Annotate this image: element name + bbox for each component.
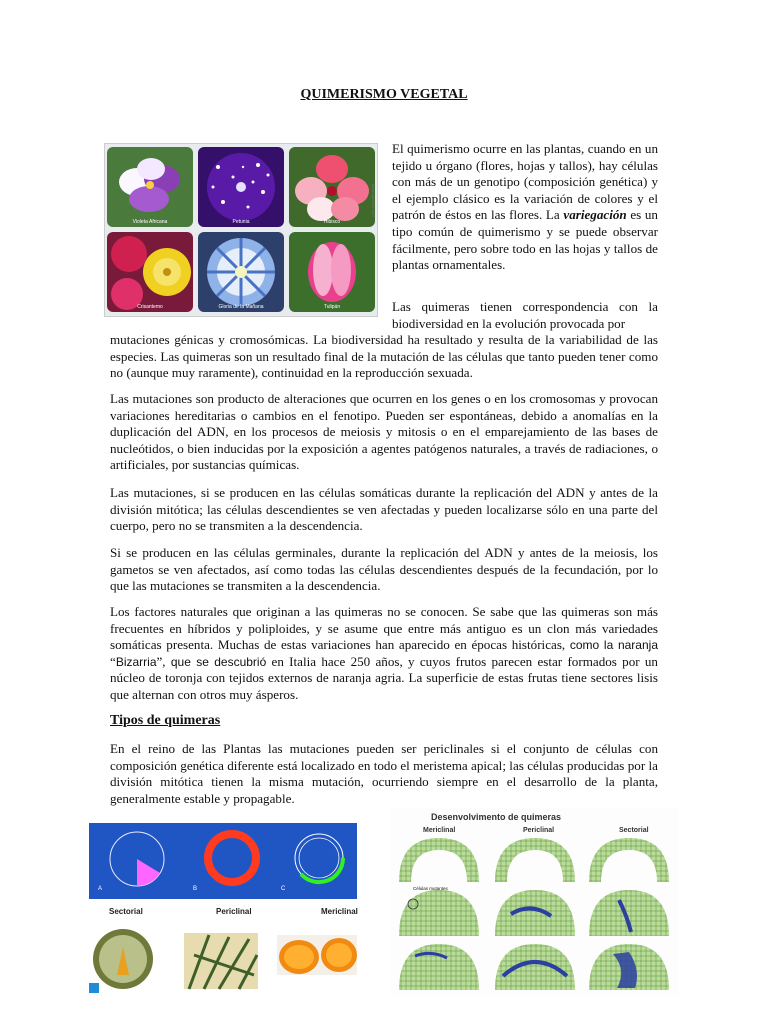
meristem-grid [391, 836, 679, 996]
flower-caption: Hibisco [323, 219, 341, 225]
flower-caption: Gloria de la Mañana [218, 304, 264, 310]
label-sectorial: Sectorial [109, 907, 143, 916]
chrysanthemum-flower-image [107, 232, 193, 312]
mutations-paragraph: Las mutaciones son producto de alteraciones que ocurren en los genes o en los cromosomas y provocan variaciones hereditarias o cambios en el fenotipo. Pueden ser espontáneas, debido a anomalías en la duplicación del ADN, en los procesos de meiosis y mitosis o en el emparejamiento de las bases de nucleótidos, o bien inducidas por la exposición a agentes patógenos naturales, a través de radiaciones, o artificiales, por sustancias químicas. [110, 391, 658, 473]
document-title: QUIMERISMO VEGETAL [300, 87, 468, 102]
germinal-paragraph: Si se producen en las células germinales, durante la replicación del ADN y antes de la meiosis, los gametos se ven afectados, así como todas las células descendientes después de la fecundación, por lo que las mutaciones se transmiten a la descendencia. [110, 545, 658, 594]
morning-glory-flower-image [198, 232, 284, 312]
image-credit: www.agrarios.com [371, 184, 376, 217]
natural-factors-paragraph: Los factores naturales que originan a las quimeras no se conocen. Se sabe que las quimeras son más frecuentes en híbridos y poliploides, y se asume que entre más antiguo es un clon más variedades somáticas presenta. Muchas de estas variaciones han aparecido en épocas históricas, como la naranja “Bizarria”, que se descubrió en Italia hace 250 años, y cuyos frutos parecen estar formados por un núcleo de toronja con tejidos externos de naranja agria. La superficie de estas frutas tiene sectores lisis que alternan con otros muy ásperos. [110, 604, 658, 702]
diagram-letter: A [98, 886, 103, 892]
petunia-flower-image [198, 147, 284, 227]
biodiversity-paragraph-cont: mutaciones génicas y cromosómicas. La biodiversidad ha resultado y resulta de la variabilidad de las especies. Las quimeras son un resultado final de la mutación de las células que tanto pueden tener como no (aunque muy raramente), continuidad en la reproducción sexuada. [110, 332, 658, 381]
column-sectorial: Sectorial [619, 827, 649, 834]
mutant-cells-label: Células mutantes [413, 886, 448, 891]
sectorial-sector [137, 859, 160, 886]
chimera-photos [89, 925, 357, 993]
flower-collage [104, 143, 378, 317]
periclinal-paragraph: En el reino de las Plantas las mutaciones pueden ser periclinales si el conjunto de células con composición genética diferente está localizado en todo el meristema apical; las células producidas por la división mitótica tienen la misma mutación, ocurriendo siempre en el desarrollo de la planta, generalmente estable y propagable. [110, 741, 658, 806]
periclinal-ring [208, 834, 256, 882]
figure-title: Desenvolvimento de quimeras [431, 812, 562, 822]
meristem-row-3 [399, 944, 669, 990]
flower-tile-tulipan [289, 232, 375, 312]
intro-paragraph: El quimerismo ocurre en las plantas, cuando en un tejido u órgano (flores, hojas y tallos), hay células con más de un genotipo (composición genética) y el ejemplo clásico es la variación de colores y el patrón de éstos en las flores. La variegación es un tipo común de quimerismo y se puede observar fácilmente, pero sobre todo en las hojas y tallos de plantas ornamentales. [392, 141, 658, 273]
diagram-letter: B [193, 886, 198, 892]
flower-tile-petunia [198, 147, 284, 227]
chimera-types-figure [89, 823, 357, 993]
flower-caption: Crisantemo [137, 304, 163, 310]
section-title: Tipos de quimeras [110, 713, 221, 728]
mericlinal-arc [301, 858, 343, 882]
label-mericlinal: Mericlinal [321, 907, 358, 916]
flower-caption: Tulipán [323, 304, 341, 310]
tulip-flower-image [289, 232, 375, 312]
meristem-row-1 [399, 838, 669, 882]
chimera-diagrams [89, 823, 357, 899]
violet-flower-image [107, 147, 193, 227]
somatic-paragraph: Las mutaciones, si se producen en las células somáticas durante la replicación del ADN y antes de la división mitótica; las células descendientes se ven afectadas y pueden localizarse sólo en una parte del cuerpo, pero no se transmiten a la descendencia. [110, 485, 658, 534]
diagram-letter: C [281, 886, 286, 892]
flower-tile-violeta [107, 147, 193, 227]
flower-tile-crisantemo [107, 232, 193, 312]
biodiversity-paragraph-start: Las quimeras tienen correspondencia con la biodiversidad en la evolución provocada por [392, 299, 658, 331]
meristem-row-2 [399, 890, 669, 936]
flower-caption: Petunia [232, 219, 250, 225]
chimera-development-figure [391, 808, 679, 996]
flower-tile-gloria [198, 232, 284, 312]
hibiscus-flower-image [289, 147, 375, 227]
column-periclinal: Periclinal [523, 827, 555, 834]
flower-caption: Violeta Africana [132, 219, 168, 225]
variegacion-term: variegación [563, 207, 627, 223]
flower-tile-hibisco [289, 147, 375, 227]
chimera-diagram-panel [89, 823, 357, 899]
label-periclinal: Periclinal [216, 907, 252, 916]
column-mericlinal: Mericlinal [423, 827, 456, 834]
